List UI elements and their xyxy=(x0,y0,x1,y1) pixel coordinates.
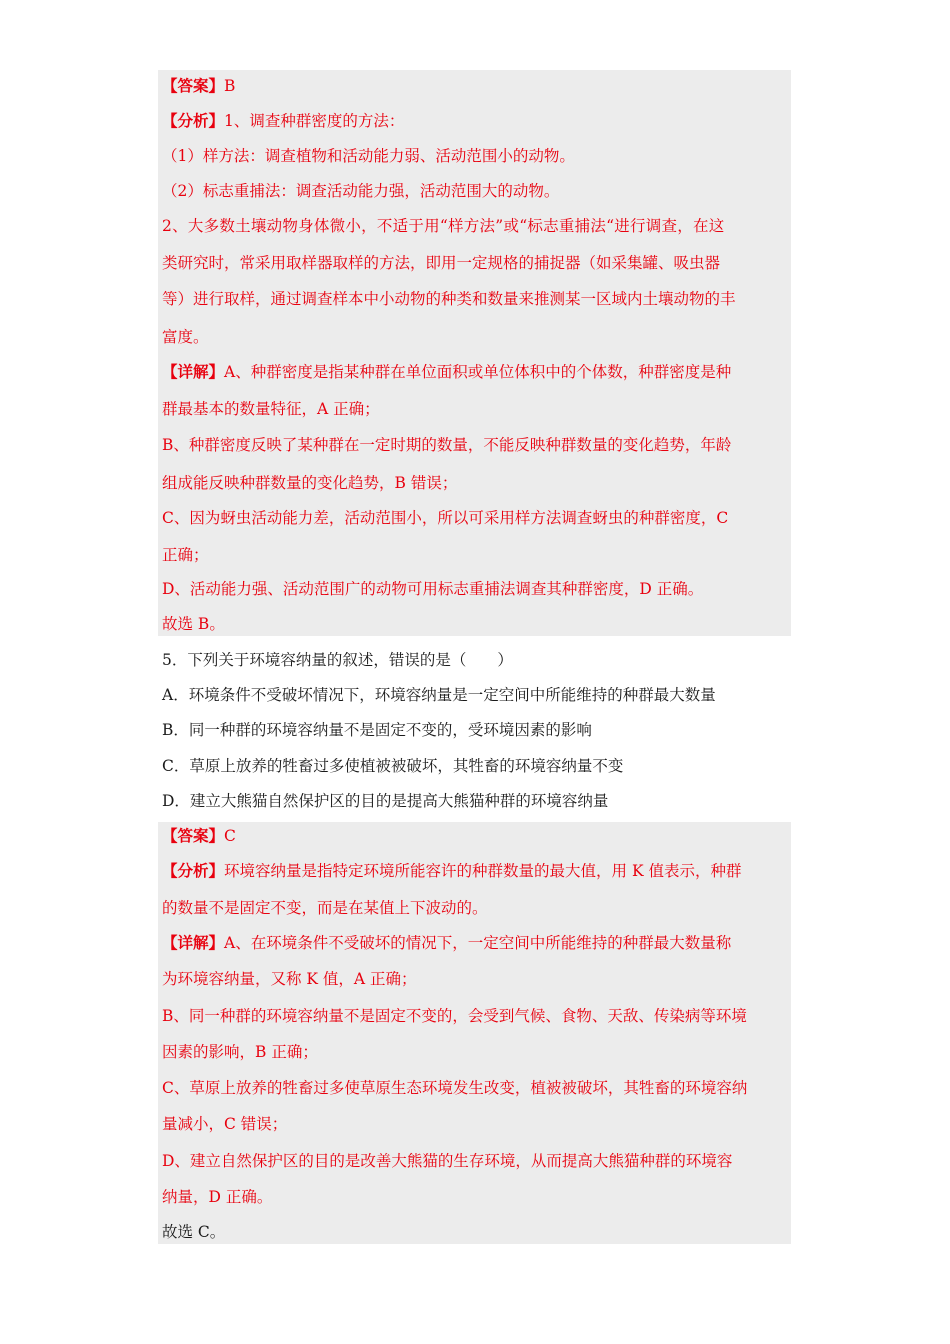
q5-analysis-line: 的数量不是固定不变，而是在某值上下波动的。 xyxy=(162,899,488,917)
q4-detail-line: 群最基本的数量特征，A 正确； xyxy=(162,400,380,418)
q5-detail-line: 因素的影响，B 正确； xyxy=(162,1043,318,1061)
q5-option-a: A．环境条件不受破坏情况下，环境容纳量是一定空间中所能维持的种群最大数量 xyxy=(162,686,716,704)
q5-solution-block xyxy=(158,822,791,1244)
q5-detail-line: B、同一种群的环境容纳量不是固定不变的，会受到气候、食物、天敌、传染病等环境 xyxy=(162,1007,747,1025)
q5-detail-line: C、草原上放养的牲畜过多使草原生态环境发生改变，植被被破坏，其牲畜的环境容纳 xyxy=(162,1079,748,1097)
q4-analysis-line: 富度。 xyxy=(162,328,209,346)
q4-analysis-line: （1）样方法：调查植物和活动能力弱、活动范围小的动物。 xyxy=(162,147,575,165)
q4-conclusion: 故选 B。 xyxy=(162,615,225,633)
q4-analysis-line: 类研究时，常采用取样器取样的方法，即用一定规格的捕捉器（如采集罐、吸虫器 xyxy=(162,254,721,272)
q4-detail-line: 【详解】A、种群密度是指某种群在单位面积或单位体积中的个体数，种群密度是种 xyxy=(162,362,732,381)
q4-detail-line: 正确； xyxy=(162,546,209,564)
q5-option-c: C．草原上放养的牲畜过多使植被被破坏，其牲畜的环境容纳量不变 xyxy=(162,757,624,775)
q5-detail-line: D、建立自然保护区的目的是改善大熊猫的生存环境，从而提高大熊猫种群的环境容 xyxy=(162,1152,733,1170)
q4-analysis-line: （2）标志重捕法：调查活动能力强，活动范围大的动物。 xyxy=(162,182,560,200)
q4-analysis-line: 等）进行取样，通过调查样本中小动物的种类和数量来推测某一区域内土壤动物的丰 xyxy=(162,290,736,308)
q5-detail-line: 纳量，D 正确。 xyxy=(162,1188,273,1206)
q4-detail-line: 组成能反映种群数量的变化趋势，B 错误； xyxy=(162,474,458,492)
q5-analysis-line: 【分析】环境容纳量是指特定环境所能容许的种群数量的最大值，用 K 值表示，种群 xyxy=(162,861,742,880)
q4-answer: 【答案】B xyxy=(162,76,236,95)
q5-detail-line: 【详解】A、在环境条件不受破坏的情况下，一定空间中所能维持的种群最大数量称 xyxy=(162,933,732,952)
q5-conclusion: 故选 C。 xyxy=(162,1223,226,1241)
q5-answer: 【答案】C xyxy=(162,826,236,845)
q5-option-b: B．同一种群的环境容纳量不是固定不变的，受环境因素的影响 xyxy=(162,721,592,739)
q4-analysis-line: 2、大多数土壤动物身体微小，不适于用“样方法”或“标志重捕法“进行调查，在这 xyxy=(162,217,725,235)
q4-analysis-line: 【分析】1、调查种群密度的方法： xyxy=(162,111,405,130)
q4-detail-line: B、种群密度反映了某种群在一定时期的数量，不能反映种群数量的变化趋势，年龄 xyxy=(162,436,732,454)
q4-detail-line: D、活动能力强、活动范围广的动物可用标志重捕法调查其种群密度，D 正确。 xyxy=(162,580,704,598)
q5-detail-line: 量减小，C 错误； xyxy=(162,1115,288,1133)
q4-detail-line: C、因为蚜虫活动能力差，活动范围小，所以可采用样方法调查蚜虫的种群密度，C xyxy=(162,509,729,527)
q5-detail-line: 为环境容纳量，又称 K 值，A 正确； xyxy=(162,970,417,988)
q5-option-d: D．建立大熊猫自然保护区的目的是提高大熊猫种群的环境容纳量 xyxy=(162,792,609,810)
q5-stem: 5．下列关于环境容纳量的叙述，错误的是（ ） xyxy=(162,651,513,669)
